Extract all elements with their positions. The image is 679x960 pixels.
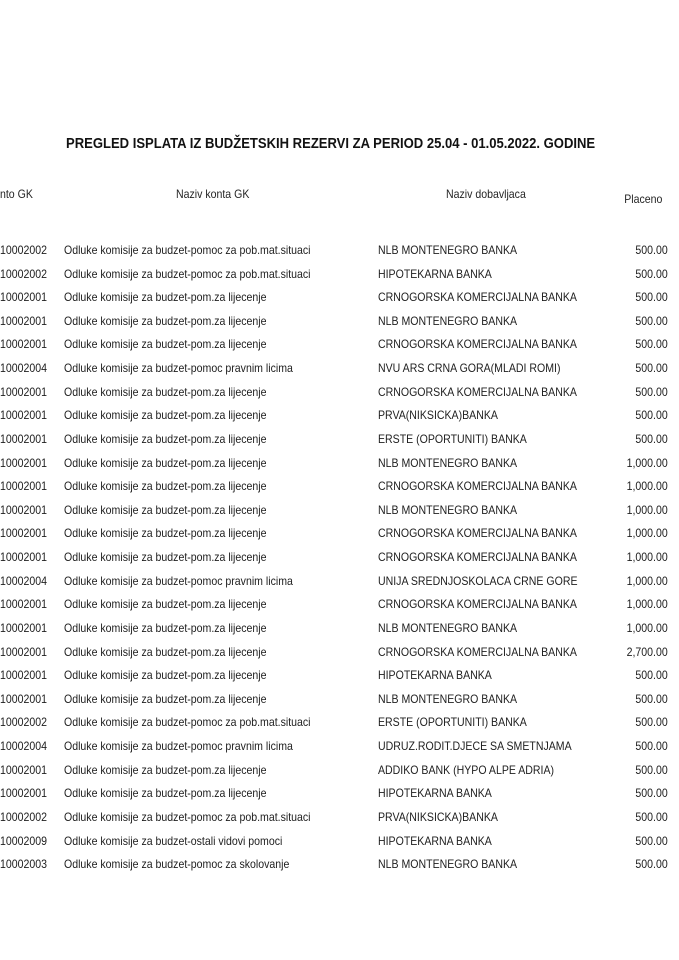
dobavljac-cell: UDRUZ.RODIT.DJECE SA SMETNJAMA — [378, 739, 572, 754]
table-row — [0, 759, 679, 781]
naziv-konta-cell: Odluke komisije za budzet-pom.za lijecenje — [64, 408, 267, 423]
placeno-cell: 500.00 — [635, 313, 668, 328]
dobavljac-cell: HIPOTEKARNA BANKA — [378, 668, 492, 683]
placeno-cell: 500.00 — [635, 361, 668, 376]
table-row — [0, 830, 679, 852]
placeno-cell: 500.00 — [635, 715, 668, 730]
dobavljac-cell: NLB MONTENEGRO BANKA — [378, 691, 518, 706]
placeno-cell: 1,000.00 — [626, 550, 668, 565]
naziv-konta-cell: Odluke komisije za budzet-pom.za lijecenje — [64, 597, 267, 612]
dobavljac-cell: CRNOGORSKA KOMERCIJALNA BANKA — [378, 384, 577, 399]
konto-cell: 10002001 — [0, 431, 47, 446]
konto-cell: 10002002 — [0, 809, 47, 824]
naziv-konta-cell: Odluke komisije za budzet-pom.za lijecenje — [64, 337, 267, 352]
naziv-konta-cell: Odluke komisije za budzet-pomoc za pob.mat.situaci — [64, 809, 311, 824]
naziv-konta-cell: Odluke komisije za budzet-pom.za lijecenje — [64, 313, 267, 328]
table-row — [0, 428, 679, 450]
table-row — [0, 570, 679, 592]
placeno-cell: 500.00 — [635, 290, 668, 305]
table-row — [0, 853, 679, 875]
naziv-konta-cell: Odluke komisije za budzet-pomoc za skolovanje — [64, 857, 290, 872]
naziv-konta-cell: Odluke komisije za budzet-pom.za lijecenje — [64, 550, 267, 565]
dobavljac-cell: NVU ARS CRNA GORA(MLADI ROMI) — [378, 361, 561, 376]
naziv-konta-cell: Odluke komisije za budzet-pom.za lijecenje — [64, 762, 267, 777]
placeno-cell: 500.00 — [635, 857, 668, 872]
placeno-cell: 2,700.00 — [626, 644, 668, 659]
placeno-cell: 500.00 — [635, 786, 668, 801]
konto-cell: 10002001 — [0, 290, 47, 305]
table-row — [0, 263, 679, 285]
naziv-konta-cell: Odluke komisije za budzet-pom.za lijecenje — [64, 384, 267, 399]
placeno-cell: 500.00 — [635, 762, 668, 777]
konto-cell: 10002001 — [0, 455, 47, 470]
dobavljac-cell: CRNOGORSKA KOMERCIJALNA BANKA — [378, 337, 577, 352]
naziv-konta-cell: Odluke komisije za budzet-pom.za lijecenje — [64, 691, 267, 706]
naziv-konta-cell: Odluke komisije za budzet-pomoc za pob.mat.situaci — [64, 243, 311, 257]
naziv-konta-cell: Odluke komisije za budzet-pom.za lijecenje — [64, 431, 267, 446]
dobavljac-cell: UNIJA SREDNJOSKOLACA CRNE GORE — [378, 573, 578, 588]
konto-cell: 10002002 — [0, 243, 47, 257]
column-header-naziv-dobavljaca: Naziv dobavljaca — [446, 187, 526, 201]
naziv-konta-cell: Odluke komisije za budzet-pom.za lijecenje — [64, 290, 267, 305]
konto-cell: 10002001 — [0, 597, 47, 612]
placeno-cell: 500.00 — [635, 739, 668, 754]
placeno-cell: 500.00 — [635, 408, 668, 423]
dobavljac-cell: CRNOGORSKA KOMERCIJALNA BANKA — [378, 597, 577, 612]
placeno-cell: 1,000.00 — [626, 502, 668, 517]
table-row — [0, 664, 679, 686]
table-row — [0, 546, 679, 568]
dobavljac-cell: PRVA(NIKSICKA)BANKA — [378, 408, 498, 423]
konto-cell: 10002002 — [0, 266, 47, 281]
placeno-cell: 500.00 — [635, 668, 668, 683]
placeno-cell: 500.00 — [635, 691, 668, 706]
dobavljac-cell: CRNOGORSKA KOMERCIJALNA BANKA — [378, 644, 577, 659]
naziv-konta-cell: Odluke komisije za budzet-pomoc za pob.mat.situaci — [64, 715, 311, 730]
naziv-konta-cell: Odluke komisije za budzet-pomoc pravnim licima — [64, 739, 293, 754]
table-row — [0, 381, 679, 403]
naziv-konta-cell: Odluke komisije za budzet-pom.za lijecenje — [64, 455, 267, 470]
naziv-konta-cell: Odluke komisije za budzet-pom.za lijecenje — [64, 786, 267, 801]
table-row — [0, 522, 679, 544]
dobavljac-cell: NLB MONTENEGRO BANKA — [378, 243, 518, 257]
konto-cell: 10002001 — [0, 620, 47, 635]
konto-cell: 10002009 — [0, 833, 47, 848]
dobavljac-cell: NLB MONTENEGRO BANKA — [378, 502, 518, 517]
konto-cell: 10002001 — [0, 526, 47, 541]
placeno-cell: 500.00 — [635, 384, 668, 399]
dobavljac-cell: NLB MONTENEGRO BANKA — [378, 857, 518, 872]
table-row — [0, 475, 679, 497]
dobavljac-cell: CRNOGORSKA KOMERCIJALNA BANKA — [378, 479, 577, 494]
table-row — [0, 617, 679, 639]
konto-cell: 10002001 — [0, 550, 47, 565]
naziv-konta-cell: Odluke komisije za budzet-pomoc pravnim licima — [64, 361, 293, 376]
placeno-cell: 1,000.00 — [626, 479, 668, 494]
dobavljac-cell: NLB MONTENEGRO BANKA — [378, 620, 518, 635]
page-title: PREGLED ISPLATA IZ BUDŽETSKIH REZERVI ZA PERIOD 25.04 - 01.05.2022. GODINE — [66, 135, 596, 152]
naziv-konta-cell: Odluke komisije za budzet-ostali vidovi pomoci — [64, 833, 283, 848]
naziv-konta-cell: Odluke komisije za budzet-pom.za lijecenje — [64, 502, 267, 517]
dobavljac-cell: CRNOGORSKA KOMERCIJALNA BANKA — [378, 526, 577, 541]
dobavljac-cell: HIPOTEKARNA BANKA — [378, 833, 492, 848]
konto-cell: 10002003 — [0, 857, 47, 872]
table-row — [0, 239, 679, 261]
placeno-cell: 1,000.00 — [626, 573, 668, 588]
naziv-konta-cell: Odluke komisije za budzet-pomoc pravnim licima — [64, 573, 293, 588]
naziv-konta-cell: Odluke komisije za budzet-pom.za lijecenje — [64, 644, 267, 659]
placeno-cell: 1,000.00 — [626, 455, 668, 470]
dobavljac-cell: ERSTE (OPORTUNITI) BANKA — [378, 431, 527, 446]
table-row — [0, 593, 679, 615]
konto-cell: 10002004 — [0, 573, 47, 588]
placeno-cell: 1,000.00 — [626, 620, 668, 635]
konto-cell: 10002001 — [0, 786, 47, 801]
dobavljac-cell: CRNOGORSKA KOMERCIJALNA BANKA — [378, 290, 577, 305]
dobavljac-cell: HIPOTEKARNA BANKA — [378, 266, 492, 281]
placeno-cell: 1,000.00 — [626, 597, 668, 612]
dobavljac-cell: HIPOTEKARNA BANKA — [378, 786, 492, 801]
table-row — [0, 357, 679, 379]
konto-cell: 10002001 — [0, 479, 47, 494]
konto-cell: 10002001 — [0, 502, 47, 517]
konto-cell: 10002001 — [0, 408, 47, 423]
table-row — [0, 806, 679, 828]
naziv-konta-cell: Odluke komisije za budzet-pom.za lijecenje — [64, 479, 267, 494]
placeno-cell: 500.00 — [635, 337, 668, 352]
table-row — [0, 404, 679, 426]
table-row — [0, 711, 679, 733]
dobavljac-cell: ERSTE (OPORTUNITI) BANKA — [378, 715, 527, 730]
placeno-cell: 500.00 — [635, 833, 668, 848]
konto-cell: 10002001 — [0, 337, 47, 352]
dobavljac-cell: CRNOGORSKA KOMERCIJALNA BANKA — [378, 550, 577, 565]
table-row — [0, 641, 679, 663]
konto-cell: 10002001 — [0, 691, 47, 706]
naziv-konta-cell: Odluke komisije za budzet-pom.za lijecenje — [64, 620, 267, 635]
table-row — [0, 688, 679, 710]
dobavljac-cell: ADDIKO BANK (HYPO ALPE ADRIA) — [378, 762, 555, 777]
placeno-cell: 500.00 — [635, 266, 668, 281]
placeno-cell: 1,000.00 — [626, 526, 668, 541]
konto-cell: 10002004 — [0, 739, 47, 754]
placeno-cell: 500.00 — [635, 809, 668, 824]
konto-cell: 10002004 — [0, 361, 47, 376]
table-row — [0, 735, 679, 757]
table-row — [0, 452, 679, 474]
konto-cell: 10002001 — [0, 668, 47, 683]
placeno-cell: 500.00 — [635, 243, 668, 257]
table-row — [0, 782, 679, 804]
konto-cell: 10002001 — [0, 313, 47, 328]
naziv-konta-cell: Odluke komisije za budzet-pomoc za pob.mat.situaci — [64, 266, 311, 281]
placeno-cell: 500.00 — [635, 431, 668, 446]
konto-cell: 10002001 — [0, 384, 47, 399]
column-header-konto: nto GK — [0, 187, 33, 201]
column-header-naziv-konta: Naziv konta GK — [176, 187, 250, 201]
dobavljac-cell: PRVA(NIKSICKA)BANKA — [378, 809, 498, 824]
dobavljac-cell: NLB MONTENEGRO BANKA — [378, 455, 518, 470]
table-row — [0, 333, 679, 355]
konto-cell: 10002001 — [0, 644, 47, 659]
table-row — [0, 499, 679, 521]
dobavljac-cell: NLB MONTENEGRO BANKA — [378, 313, 518, 328]
column-header-placeno: Placeno — [623, 192, 662, 206]
konto-cell: 10002001 — [0, 762, 47, 777]
naziv-konta-cell: Odluke komisije za budzet-pom.za lijecenje — [64, 668, 267, 683]
table-row — [0, 286, 679, 308]
konto-cell: 10002002 — [0, 715, 47, 730]
table-row — [0, 310, 679, 332]
naziv-konta-cell: Odluke komisije za budzet-pom.za lijecenje — [64, 526, 267, 541]
